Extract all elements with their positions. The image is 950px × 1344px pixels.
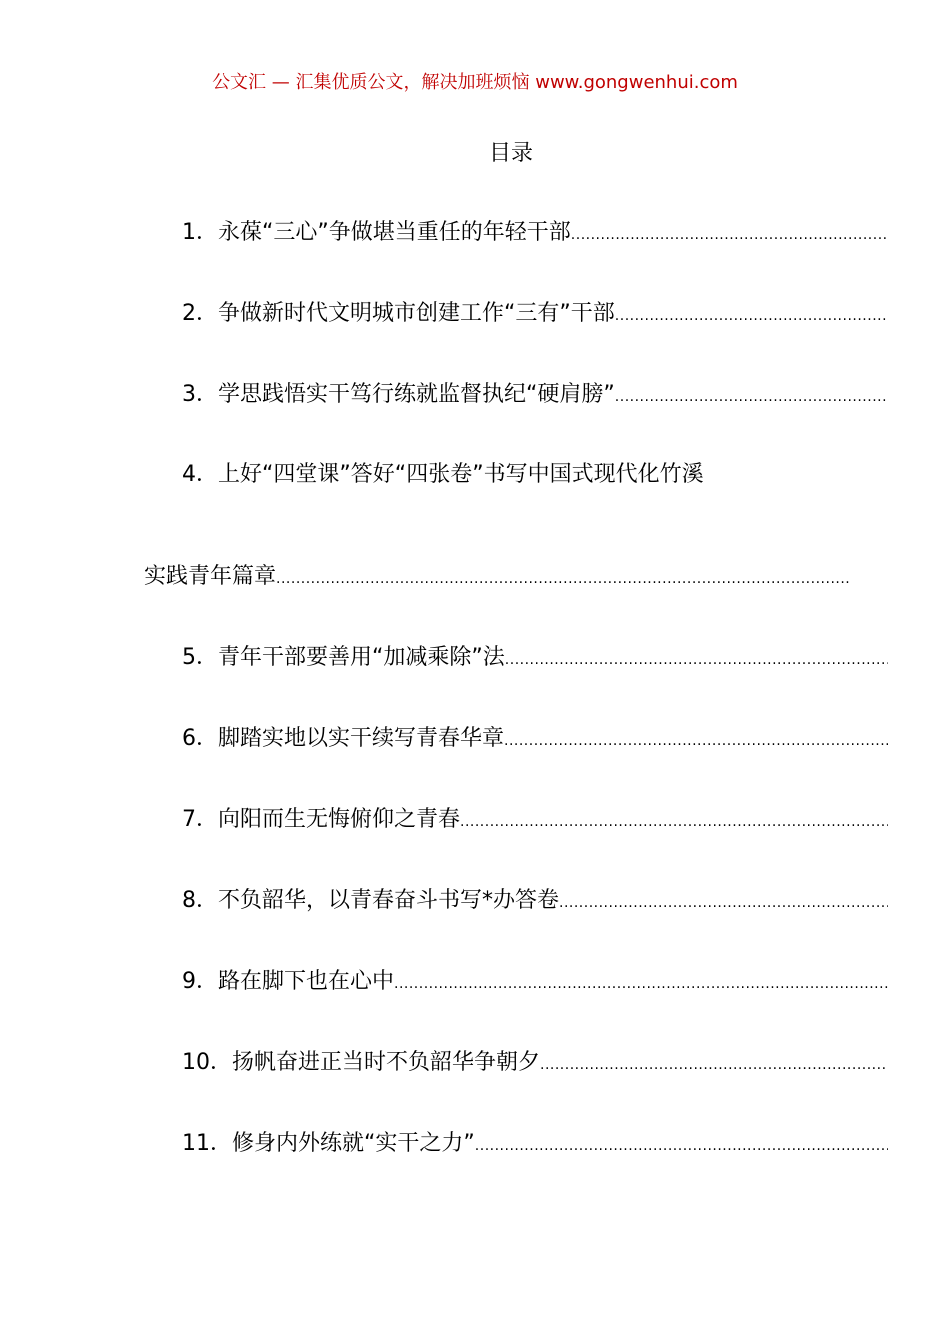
toc-dot-leader: [559, 886, 888, 920]
toc-item-8[interactable]: [144, 884, 888, 918]
toc-item-2[interactable]: [144, 297, 888, 331]
toc-dot-leader: [615, 380, 888, 414]
toc-dot-leader: [276, 562, 850, 596]
toc-item-text: 5．青年干部要善用“加减乘除”法: [182, 645, 505, 670]
toc-item-text: 1．永葆“三心”争做堪当重任的年轻干部: [182, 220, 571, 245]
toc-item-7[interactable]: [144, 803, 888, 837]
toc-item-text: 6．脚踏实地以实干续写青春华章: [182, 726, 504, 751]
toc-item-text: 11．修身内外练就“实干之力”: [182, 1131, 475, 1156]
toc-item-4-line1[interactable]: 4．上好“四堂课”答好“四张卷”书写中国式现代化竹溪: [182, 462, 704, 487]
toc-item-text: 9．路在脚下也在心中: [182, 969, 394, 994]
toc-item-text: 8．不负韶华，以青春奋斗书写*办答卷: [182, 888, 559, 913]
toc-item-text: 10．扬帆奋进正当时不负韶华争朝夕: [182, 1050, 540, 1075]
toc-item-11[interactable]: [144, 1127, 888, 1161]
toc-item-text: 7．向阳而生无悔俯仰之青春: [182, 807, 460, 832]
toc-item-text: 实践青年篇章: [144, 564, 277, 589]
toc-item-10[interactable]: [144, 1046, 888, 1080]
toc-item-text: 3．学思践悟实干笃行练就监督执纪“硬肩膀”: [182, 382, 615, 407]
toc-dot-leader: [460, 805, 888, 839]
toc-dot-leader: [475, 1129, 888, 1163]
page-title: 目录: [488, 141, 533, 166]
toc-item-6[interactable]: [144, 722, 888, 756]
toc-dot-leader: [571, 218, 888, 252]
toc-dot-leader: [540, 1048, 888, 1082]
toc-dot-leader: [615, 299, 888, 333]
toc-dot-leader: [505, 643, 888, 677]
toc-dot-leader: [504, 724, 888, 758]
toc-item-3[interactable]: [144, 378, 888, 412]
toc-item-9[interactable]: [144, 965, 888, 999]
toc-item-5[interactable]: [144, 641, 888, 675]
toc-dot-leader: [394, 967, 888, 1001]
toc-item-1[interactable]: [144, 216, 888, 250]
site-header-banner: 公文汇 — 汇集优质公文，解决加班烦恼 www.gongwenhui.com: [212, 72, 738, 93]
toc-item-4-line2[interactable]: [144, 560, 850, 594]
toc-item-text: 2．争做新时代文明城市创建工作“三有”干部: [182, 301, 615, 326]
